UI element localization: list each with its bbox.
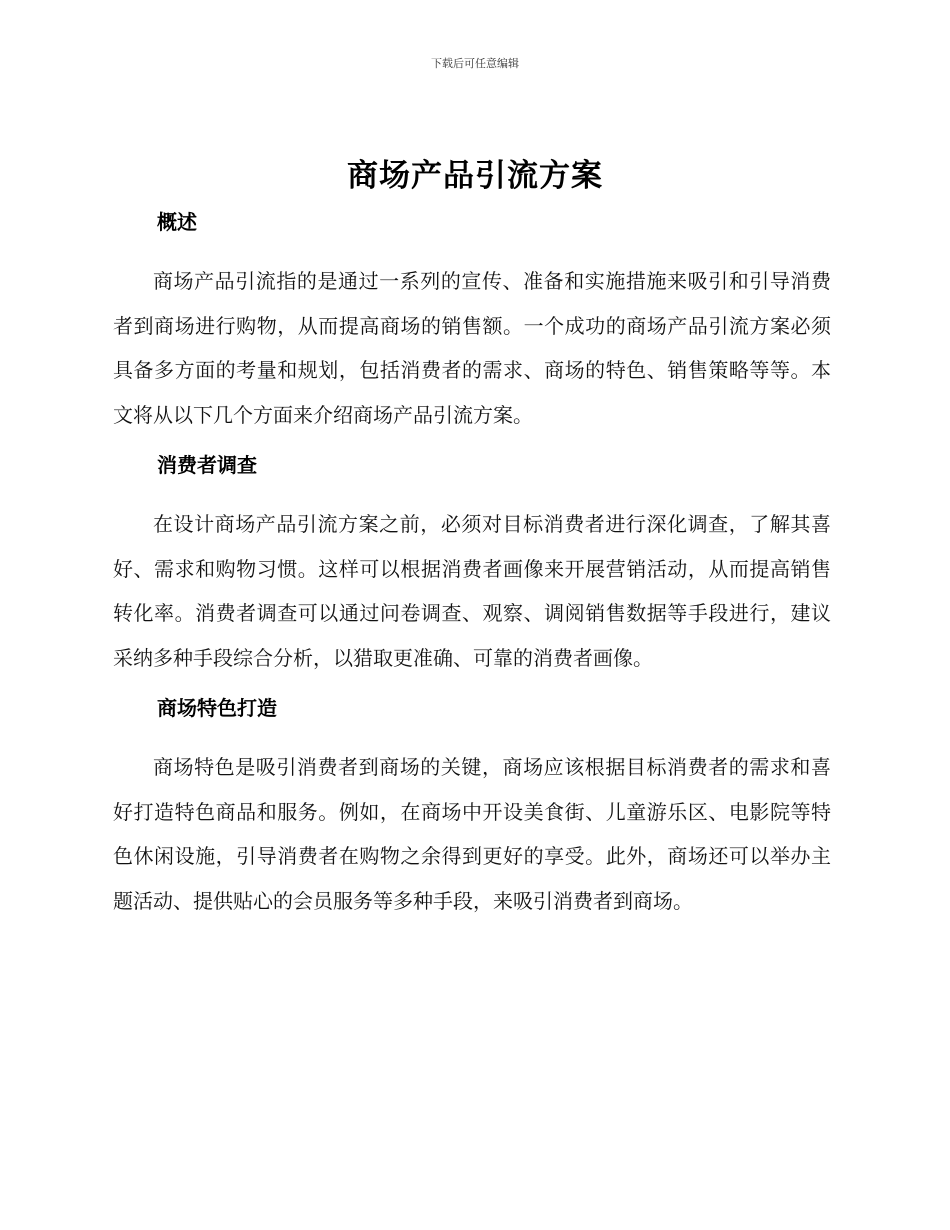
- section-heading-overview: 概述: [157, 210, 197, 234]
- section-paragraph-consumer-survey: 在设计商场产品引流方案之前，必须对目标消费者进行深化调查，了解其喜好、需求和购物习惯。这样可以根据消费者画像来开展营销活动，从而提高销售转化率。消费者调查可以通过问卷调查、观察、调阅销售数据等手段进行，建议采纳多种手段综合分析，以猎取更准确、可靠的消费者画像。: [113, 512, 831, 670]
- section-paragraph-overview: 商场产品引流指的是通过一系列的宣传、准备和实施措施来吸引和引导消费者到商场进行购物，从而提高商场的销售额。一个成功的商场产品引流方案必须具备多方面的考量和规划，包括消费者的需求、商场的特色、销售策略等等。本文将从以下几个方面来介绍商场产品引流方案。: [113, 269, 831, 427]
- section-paragraph-mall-features: 商场特色是吸引消费者到商场的关键，商场应该根据目标消费者的需求和喜好打造特色商品和服务。例如，在商场中开设美食街、儿童游乐区、电影院等特色休闲设施，引导消费者在购物之余得到更好的享受。此外，商场还可以举办主题活动、提供贴心的会员服务等多种手段，来吸引消费者到商场。: [113, 755, 831, 913]
- section-heading-mall-features: 商场特色打造: [157, 696, 277, 720]
- document-body: [113, 205, 831, 923]
- section-heading-consumer-survey: 消费者调查: [157, 453, 257, 477]
- header-note: 下载后可任意编辑: [431, 57, 519, 70]
- document-title: 商场产品引流方案: [347, 158, 603, 194]
